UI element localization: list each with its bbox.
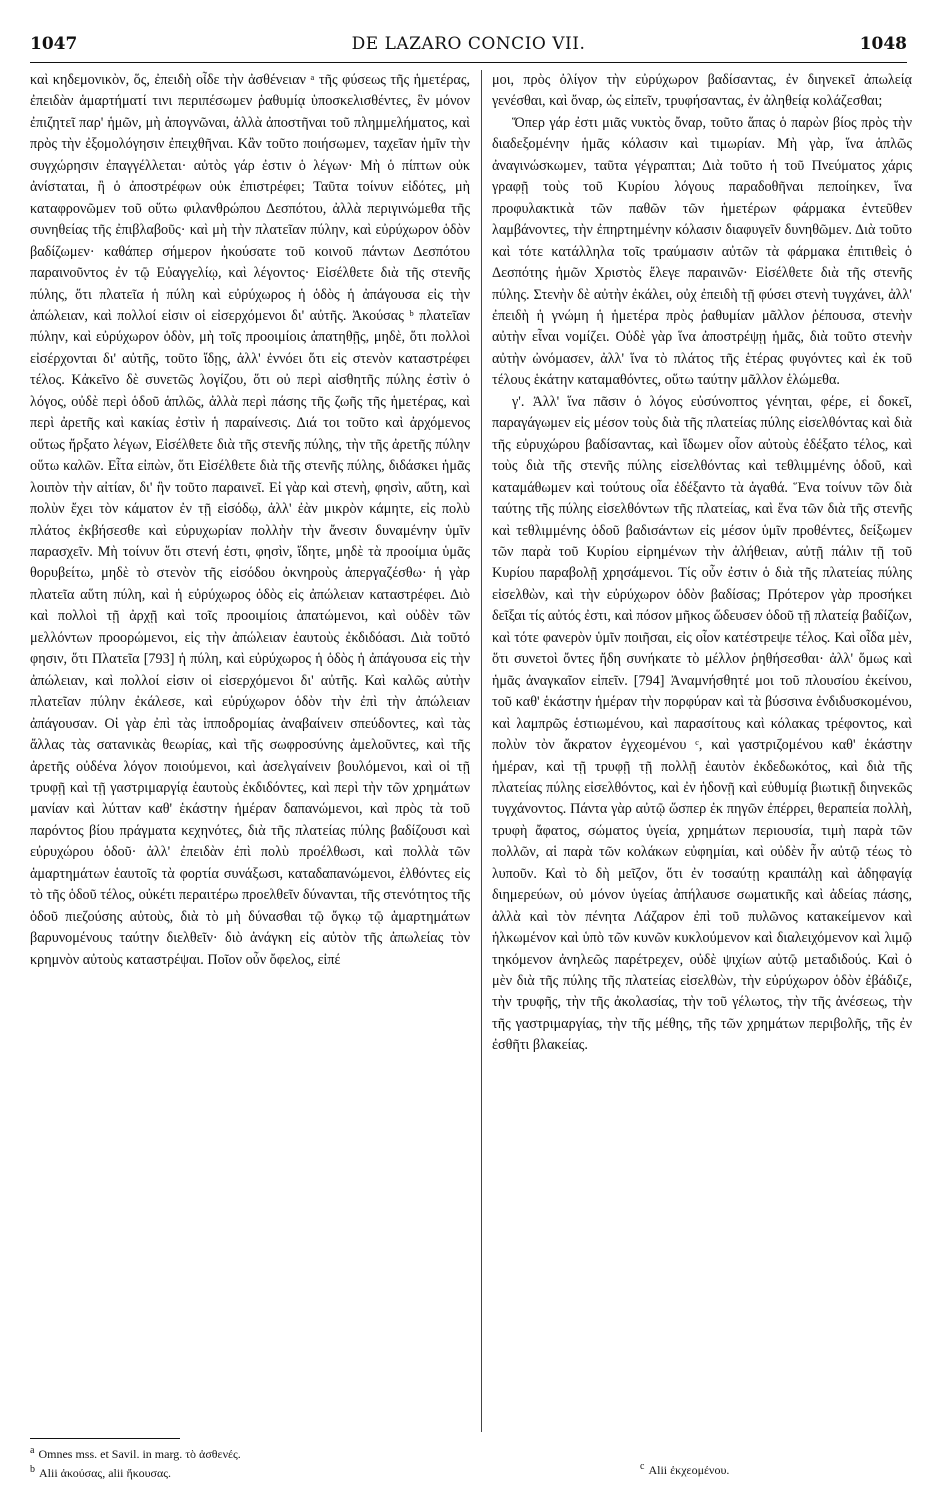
footnote-text: Alii ἐκχεομένου.: [648, 1463, 730, 1477]
column-divider: [481, 70, 482, 1432]
footnote-mark: a: [30, 1445, 35, 1456]
left-column: [30, 70, 470, 971]
running-title: DE LAZARO CONCIO VII.: [351, 34, 586, 54]
footnote-c: [640, 1459, 900, 1478]
right-page-number: 1048: [859, 34, 907, 54]
footnote-a: [30, 1443, 470, 1462]
footnote-mark: c: [640, 1461, 645, 1472]
right-paragraph: μοι, πρὸς ὀλίγον τὴν εὐρύχωρον βαδίσαντας, ἐν διηνεκεῖ ἀπωλείᾳ γενέσθαι, καὶ ὄναρ, ὡς εἰπεῖν, τρυφήσαντας, ἐν ἀληθείᾳ κολάζεσθαι;: [492, 72, 912, 110]
footnote-b: [30, 1462, 470, 1481]
footnote-mark: b: [30, 1464, 35, 1475]
footnote-text: Alii ἀκούσας, alii ἤκουσας.: [39, 1466, 172, 1480]
right-column: [492, 70, 912, 1057]
right-paragraph: Ὅπερ γάρ ἐστι μιᾶς νυκτὸς ὄναρ, τοῦτο ἅπας ὁ παρὼν βίος πρὸς τὴν διαδεξομένην ἡμᾶς κόλασιν καὶ τιμωρίαν. Μὴ γὰρ, ἵνα ἁπλῶς ἀναγινώσκωμεν, ταῦτα γέγραπται; Διὰ τοῦτο ἡ τοῦ Πνεύματος χάρις γραφῇ τοὺς τοῦ Κυρίου λόγους παραδοθῆναι πεποίηκεν, ἵνα προφυλακτικὰ τῶν παθῶν τῶν ἡμετέρων φάρμακα ἐντεῦθεν λαμβάνοντες, τὴν ἐπηρτημένην κόλασιν διαφυγεῖν δυνηθῶμεν. Διὰ τοῦτο καὶ τότε κατάλληλα τοῖς τραύμασιν αὐτῶν τὰ φάρμακα ἐπιτιθεὶς ὁ Δεσπότης ἡμῶν Χριστὸς ἔλεγε παραινῶν· Εἰσέλθετε διὰ τῆς στενῆς πύλης. Στενὴν δὲ αὐτὴν ἐκάλει, οὐχ ἐπειδὴ τῇ φύσει στενὴ τυγχάνει, ἀλλ' ἐπειδὴ ἡ γνώμη ἡ ἡμετέρα πρὸς ῥαθυμίαν μᾶλλον ῥέπουσα, στενὴν αὐτὴν εἶναι νομίζει. Οὐδὲ γὰρ ἵνα ἀποστρέψῃ ἡμᾶς, διὰ τοῦτο στενὴν αὐτὴν ὠνόμασεν, ἀλλ' ἵνα τὸ πλάτος τῆς ἑτέρας φυγόντες καὶ ἐκ τοῦ τέλους ἑκάτην καταμαθόντες, οὕτω ταύτην μᾶλλον ἑλώμεθα.: [492, 114, 912, 389]
footnote-rule: [30, 1438, 180, 1439]
left-paragraph: καὶ κηδεμονικὸν, ὅς, ἐπειδὴ οἶδε τὴν ἀσθένειαν ᵃ τῆς φύσεως τῆς ἡμετέρας, ἐπειδὰν ἁμαρτήματί τινι περιπέσωμεν ῥαθυμίᾳ ὑποσκελισθέντες, ἓν μόνον ἐπιζητεῖ παρ' ἡμῶν, μὴ ἀπογνῶναι, ἀλλὰ ἀποστῆναι τοῦ πλημμελήματος, καὶ πρὸς τὴν ἐξομολόγησιν ἐπειχθῆναι. Κἂν τοῦτο ποιήσωμεν, ταχεῖαν ἡμῖν τὴν συγχώρησιν ἐπαγγέλλεται· αὐτὸς γάρ ἐστιν ὁ λέγων· Μὴ ὁ πίπτων οὐκ ἀνίσταται, ἢ ὁ ἀποστρέφων οὐκ ἐπιστρέφει; Ταῦτα τοίνυν εἰδότες, μὴ καταφρονῶμεν τοῦ οὕτω φιλανθρώπου Δεσπότου, ἀλλὰ περιγινώμεθα τῆς συνηθείας τῆς ἐπιβλαβοῦς· καὶ μὴ τὴν πλατεῖαν πύλην, καὶ εὐρύχωρον ὁδὸν βαδίζωμεν· καθάπερ σήμερον ἠκούσατε τοῦ κοινοῦ πάντων Δεσπότου παραινοῦντος ἐν τῷ Εὐαγγελίῳ, καὶ λέγοντος· Εἰσέλθετε διὰ τῆς στενῆς πύλης, ὅτι πλατεῖα ἡ πύλη καὶ εὐρύχωρος ἡ ὁδὸς ἡ ἀπάγουσα εἰς τὴν ἀπώλειαν, καὶ πολλοί εἰσιν οἱ εἰσερχόμενοι δι' αὐτῆς. Ἀκούσας ᵇ πλατεῖαν πύλην, καὶ εὐρύχωρον ὁδὸν, μὴ τοῖς προοιμίοις ἀπατηθῇς, μηδὲ, ὅτι πολλοὶ εἰσέρχονται δι' αὐτῆς, τοῦτο ἴδῃς, ἀλλ' ἐννόει ὅτι εἰς στενὸν καταστρέφει τέλος. Κἀκεῖνο δὲ συνετῶς λογίζου, ὅτι οὐ περὶ αἰσθητῆς πύλης ἐστὶν ὁ λόγος, οὐδὲ περὶ ὁδοῦ ἁπλῶς, ἀλλὰ περὶ πάσης τῆς ζωῆς τῆς ἡμετέρας, καὶ περὶ ἀρετῆς καὶ κακίας ἐστὶν ἡ παραίνεσις. Διά τοι τοῦτο καὶ ἀρχόμενος οὕτως ἤρξατο λέγων, Εἰσέλθετε διὰ τῆς στενῆς πύλης, τὴν τῆς ἀρετῆς πύλην οὕτω καλῶν. Εἶτα εἰπὼν, ὅτι Εἰσέλθετε διὰ τῆς στενῆς πύλης, διδάσκει ἡμᾶς λοιπὸν τὴν αἰτίαν, δι' ἣν τοῦτο παραινεῖ. Εἰ γὰρ καὶ στενὴ, φησὶν, αὕτη, καὶ πολὺν ἔχει τὸν κάματον ἐν τῇ εἰσόδῳ, ἀλλ' ἐὰν μικρὸν κάμητε, εἰς πολὺ πλάτος ἐκβήσεσθε καὶ εὐρυχωρίαν πολλὴν τὴν ἄνεσιν δυναμένην ὑμῖν παρασχεῖν. Μὴ τοίνυν ὅτι στενή ἐστι, φησὶν, ἴδητε, μηδὲ τὰ προοίμια ὑμᾶς θορυβείτω, μηδὲ τὸ στενὸν τῆς εἰσόδου ὀκνηροὺς ἀπεργαζέσθω· ἡ γὰρ πλατεῖα αὕτη πύλη, καὶ ἡ εὐρύχωρος ὁδὸς εἰς ἀπώλειαν καταστρέφει. Διὸ καὶ πολλοὶ τῇ ἀρχῇ καὶ τοῖς προοιμίοις ἀπατώμενοι, καὶ οὐδὲν τῶν μελλόντων προορώμενοι, εἰς τὴν ἀπώλειαν ἑαυτοὺς ἐκδιδόασι. Διὰ τοῦτό φησιν, ὅτι Πλατεῖα [793] ἡ πύλη, καὶ εὐρύχωρος ἡ ὁδὸς ἡ ἀπάγουσα εἰς τὴν ἀπώλειαν, καὶ πολλοί εἰσιν οἱ εἰσερχόμενοι δι' αὐτῆς. Καὶ καλῶς αὐτὴν πλατεῖαν πύλην ἐκάλεσε, καὶ εὐρύχωρον ὁδὸν τὴν ἐπὶ τὴν ἀπώλειαν ἀπάγουσαν. Οἱ γὰρ ἐπὶ τὰς ἱπποδρομίας ἀναβαίνειν σπεύδοντες, καὶ τὰς ἄλλας τὰς σατανικὰς θεωρίας, καὶ τῆς σωφροσύνης ἀμελοῦντες, καὶ τῆς ἀρετῆς οὐδένα λόγον ποιούμενοι, καὶ ἀσελγαίνειν βουλόμενοι, καὶ οἱ τῇ τρυφῇ καὶ τῇ γαστριμαργίᾳ ἑαυτοὺς ἐκδιδόντες, καὶ περὶ τὴν τῶν χρημάτων μανίαν καὶ λύτταν καθ' ἑκάστην ἡμέραν δαπανώμενοι, καὶ πρὸς τὰ τοῦ παρόντος βίου πράγματα κεχηνότες, διὰ τῆς πλατείας πύλης βαδίζουσι καὶ εὐρυχώρου ὁδοῦ· ἀλλ' ἐπειδὰν ἐπὶ πολὺ προέλθωσι, καὶ πολλὰ τῶν ἁμαρτημάτων ἑαυτοῖς τὰ φορτία συνάξωσι, καταδαπανώμενοι, ἐλθόντες εἰς τὸ τῆς ὁδοῦ τέλος, οὐκέτι περαιτέρω προελθεῖν δύνανται, τῆς στενότητος τῆς ὁδοῦ πιεζούσης αὐτοὺς, διὰ τὸ μὴ δύνασθαι τῷ ὄγκῳ τῷ ἁμαρτημάτων βαρυνομένους ταύτην διελθεῖν· διὸ ἀνάγκη εἰς αὐτὸν τῆς ἀπωλείας τὸν κρημνὸν αὐτοὺς καταστρέψαι. Ποῖον οὖν ὄφελος, εἰπέ: [30, 72, 470, 968]
header-rule: [30, 62, 907, 63]
footnote-text: Omnes mss. et Savil. in marg. τὸ ἀσθενές.: [38, 1447, 241, 1461]
left-page-number: 1047: [30, 34, 78, 54]
page-header: [30, 34, 907, 56]
footnotes-right: [640, 1459, 900, 1478]
right-paragraph: γ'. Ἀλλ' ἵνα πᾶσιν ὁ λόγος εὐσύνοπτος γένηται, φέρε, εἰ δοκεῖ, παραγάγωμεν εἰς μέσον τοὺς διὰ τῆς πλατείας πύλης εἰσελθόντας καὶ διὰ τῆς εὐρυχώρου βαδίσαντας, καὶ ἴδωμεν οἷον αὐτοὺς ἐδέξατο τέλος, καὶ τοὺς διὰ τῆς στενῆς πύλης εἰσελθόντας καὶ τεθλιμμένης ὁδοῦ, καὶ καταμάθωμεν καὶ τούτους οἷα ἐδέξαντο τὰ ἀγαθά. Ἕνα τοίνυν τῶν διὰ ταύτης τῆς πύλης εἰσελθόντων τῆς πλατείας, καὶ ἕνα τῶν διὰ τῆς στενῆς καὶ τεθλιμμένης ὁδοῦ βαδισάντων εἰς μέσον ὑμῖν προθέντες, δείξωμεν τῶν παρὰ τοῦ Κυρίου εἰρημένων τὴν ἀλήθειαν, αὐτῇ πάλιν τῇ τοῦ Κυρίου παραβολῇ χρησάμενοι. Τίς οὖν ἐστιν ὁ διὰ τῆς πλατείας πύλης εἰσελθὼν, καὶ τὴν εὐρύχωρον ὁδὸν βαδίσας; Πρότερον γὰρ προσήκει δεῖξαι τίς αὐτός ἐστι, καὶ πόσον μῆκος ὥδευσεν ὁδοῦ τῇ πλατείᾳ βαδίζων, καὶ τότε φανερὸν ὑμῖν ποιῆσαι, εἰς οἷον κατέστρεψε τέλος. Καὶ οἶδα μὲν, ὅτι συνετοὶ ὄντες ἤδη συνήκατε τὸ μέλλον ῥηθήσεσθαι· ἀλλ' ὅμως καὶ ἡμᾶς ἀναγκαῖον εἰπεῖν. [794] Ἀναμνήσθητέ μοι τοῦ πλουσίου ἐκείνου, τοῦ καθ' ἑκάστην ἡμέραν τὴν πορφύραν καὶ τὰ βύσσινα ἐνδιδυσκομένου, καὶ λαμπρῶς ἑστιωμένου, καὶ παρασίτους καὶ κόλακας τρέφοντος, καὶ πολὺν τὸν ἄκρατον ἐγχεομένου ᶜ, καὶ γαστριζομένου καθ' ἑκάστην ἡμέραν, καὶ τῇ τρυφῇ τῇ πολλῇ ἑαυτὸν ἐκδεδωκότος, καὶ διὰ τῆς πλατείας πύλης εἰσελθόντος, καὶ ἐν ἡδονῇ καὶ εὐθυμίᾳ βιωτικῇ διηνεκῶς τυγχάνοντος. Πάντα γὰρ αὐτῷ ὥσπερ ἐκ πηγῶν ἐπέρρει, θεραπεία πολλὴ, τρυφὴ ἄφατος, σώματος ὑγεία, χρημάτων περιουσία, τιμὴ παρὰ τῶν πολλῶν, αἱ παρὰ τῶν κολάκων εὐφημίαι, καὶ οὐδὲν ἦν αὐτῷ τέως τὸ λυποῦν. Καὶ τὸ δὴ μεῖζον, ὅτι ἐν τοσαύτῃ κραιπάλῃ καὶ ἀδηφαγίᾳ διημερεύων, οὐ μόνον ὑγείας ἀπήλαυσε σωματικῆς καὶ ἀδείας πάσης, ἀλλὰ καὶ τὸν πένητα Λάζαρον ἐπὶ τοῦ πυλῶνος κατακείμενον καὶ ἡλκωμένον καὶ ὑπὸ τῶν κυνῶν κυκλούμενον καὶ διαλειχόμενον καὶ λιμῷ τηκόμενον ἀνηλεῶς παρέτρεχεν, οὐδὲ ψιχίων αὐτῷ μεταδιδούς. Καὶ ὁ μὲν διὰ τῆς πύλης τῆς πλατείας εἰσελθὼν, τὴν εὐρύχωρον ὁδὸν ἐβάδιζε, τὴν τρυφῆς, τὴν τῆς ἀκολασίας, τὴν τοῦ γέλωτος, τὴν τῆς ἀνέσεως, τὴν τῆς γαστριμαργίας, τὴν τῆς μέθης, τῆς τῶν χρημάτων περιβολῆς, τῆς ἐν ἐσθῆτι βλακείας.: [492, 393, 912, 1054]
footnotes-left: [30, 1443, 470, 1481]
